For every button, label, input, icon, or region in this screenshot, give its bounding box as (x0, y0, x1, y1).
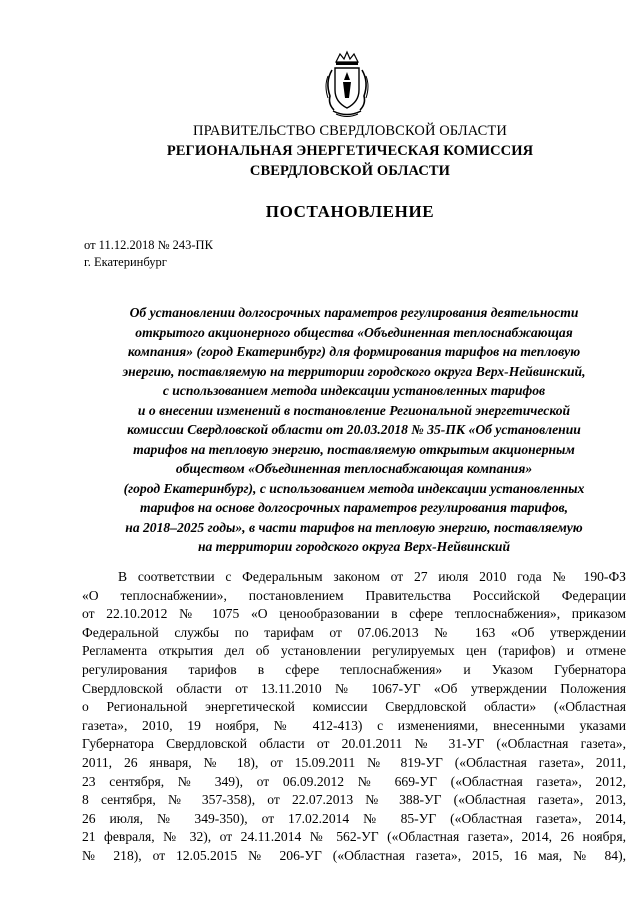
body-line: «О теплоснабжении», постановлением Правительства Российской Федерации (82, 587, 626, 603)
commission-name: РЕГИОНАЛЬНАЯ ЭНЕРГЕТИЧЕСКАЯ КОМИССИЯ (166, 143, 534, 159)
document-city: г. Екатеринбург (84, 255, 167, 269)
body-line: 2011, 26 января, № 18), от 15.09.2011 № 819-УГ («Областная газета», 2011, (82, 754, 626, 770)
subject-line: тарифов на тепловую энергию, поставляемую открытым акционерным (133, 441, 575, 457)
subject-line: обществом «Объединенная теплоснабжающая компания» (175, 461, 533, 476)
body-line: 23 сентября, № 349), от 06.09.2012 № 669-УГ («Областная газета», 2012, (82, 773, 626, 789)
document-subject (84, 303, 624, 557)
region-name: СВЕРДЛОВСКОЙ ОБЛАСТИ (249, 163, 451, 179)
body-line: Регламента открытия дел об установлении регулируемых цен (тарифов) и отмене (82, 643, 626, 659)
document-body-paragraph (82, 568, 626, 866)
subject-line: открытого акционерного общества «Объединенная теплоснабжающая (135, 324, 573, 340)
body-line: газета», 2010, 19 ноября, № 412-413) с изменениями, внесенными указами (82, 717, 626, 733)
subject-line: комиссии Свердловской области от 20.03.2018 № 35-ПК «Об установлении (127, 422, 581, 437)
subject-line: и о внесении изменений в постановление Региональной энергетической (137, 402, 571, 418)
body-line: регулирования тарифов в сфере теплоснабжения» и Указом Губернатора (82, 661, 626, 677)
subject-line: энергию, поставляемую на территории городского округа Верх-Нейвинский, (122, 363, 586, 379)
government-name: ПРАВИТЕЛЬСТВО СВЕРДЛОВСКОЙ ОБЛАСТИ (193, 123, 507, 139)
subject-line: компания» (город Екатеринбург) для формирования тарифов на тепловую (127, 344, 581, 359)
subject-line: (город Екатеринбург), с использованием метода индексации установленных (123, 480, 585, 496)
body-line: 21 февраля, № 32), от 24.11.2014 № 562-УГ («Областная газета», 2014, 26 ноября, (82, 829, 626, 845)
document-type-title: ПОСТАНОВЛЕНИЕ (265, 202, 435, 221)
subject-line: на 2018–2025 годы», в части тарифов на тепловую энергию, поставляемую (125, 519, 583, 535)
body-line: о Региональной энергетической комиссии Свердловской области» («Областная (82, 699, 626, 715)
body-line: Свердловской области от 13.11.2010 № 1067-УГ «Об утверждении Положения (82, 680, 626, 696)
subject-line: на территории городского округа Верх-Нейвинский (197, 539, 511, 554)
subject-line: с использованием метода индексации установленных тарифов (162, 383, 546, 398)
coat-of-arms-emblem (322, 50, 372, 120)
body-line: № 218), от 12.05.2015 № 206-УГ («Областная газета», 2015, 16 мая, № 84), (82, 847, 626, 863)
subject-line: тарифов на основе долгосрочных параметров регулирования тарифов, (140, 500, 568, 515)
document-date-number: от 11.12.2018 № 243-ПК (84, 238, 213, 252)
body-line: 26 июля, № 349-350), от 17.02.2014 № 85-УГ («Областная газета», 2014, (82, 810, 626, 826)
subject-line: Об установлении долгосрочных параметров регулирования деятельности (129, 305, 579, 320)
body-line: Федеральной службы по тарифам от 07.06.2013 № 163 «Об утверждении (82, 624, 626, 640)
body-line: В соответствии с Федеральным законом от 27 июля 2010 года № 190-ФЗ (118, 569, 626, 584)
body-line: 8 сентября, № 357-358), от 22.07.2013 № 388-УГ («Областная газета», 2013, (82, 792, 626, 808)
body-line: Губернатора Свердловской области от 20.01.2011 № 31-УГ («Областная газета», (82, 736, 626, 752)
body-line: от 22.10.2012 № 1075 «О ценообразовании в сфере теплоснабжения», приказом (82, 606, 626, 622)
